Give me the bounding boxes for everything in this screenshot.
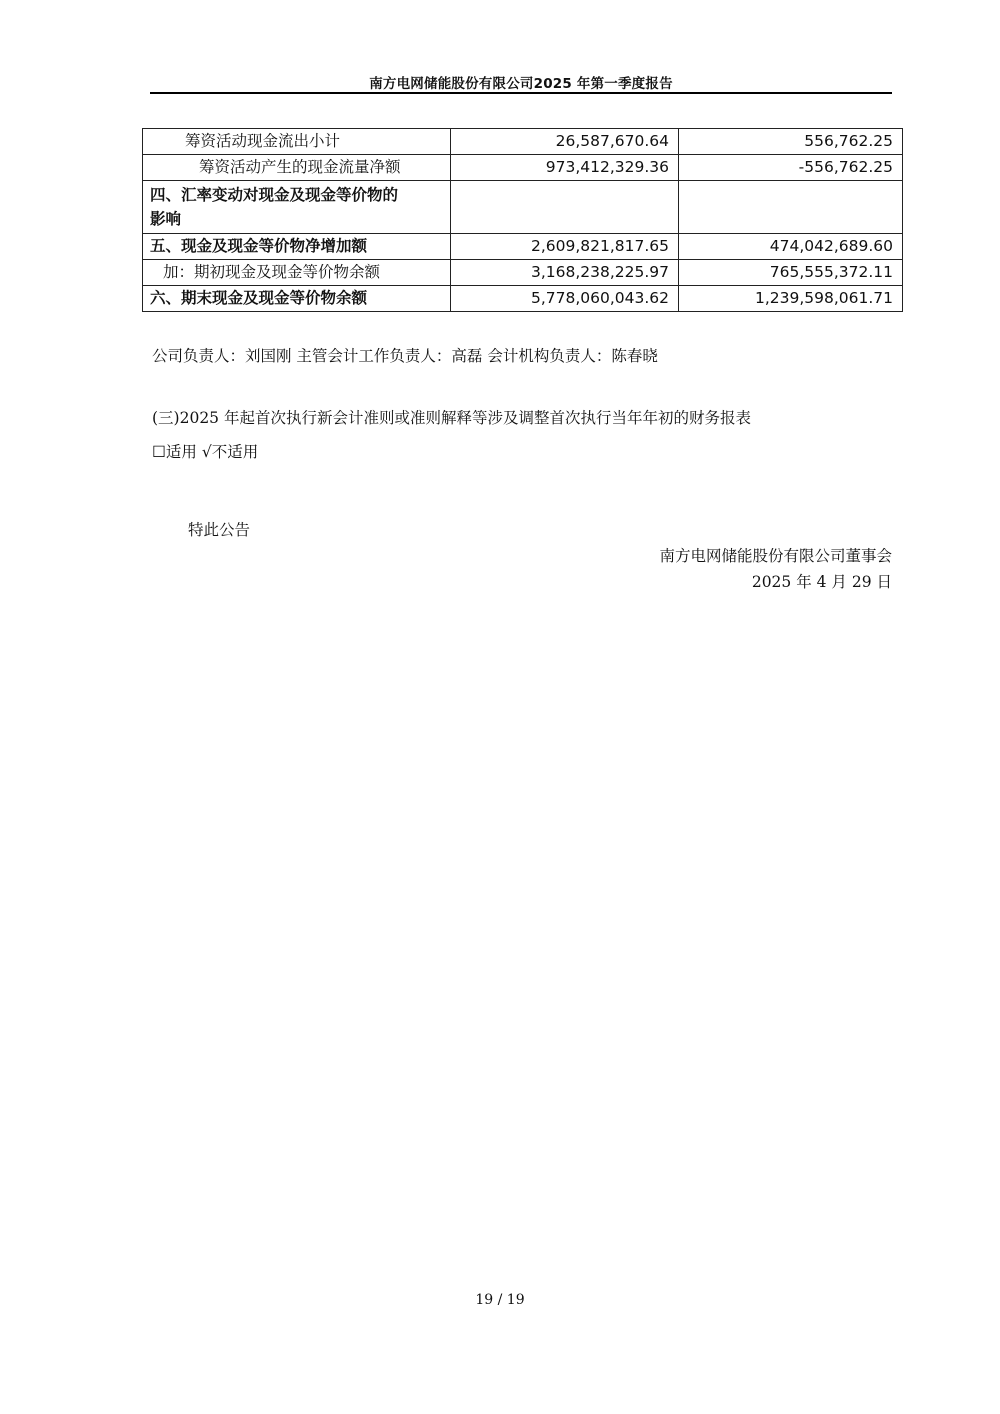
current-period-value: 3,168,238,225.97 bbox=[451, 260, 679, 286]
applicability-options: ☐适用 √不适用 bbox=[152, 443, 259, 461]
prior-period-value: 474,042,689.60 bbox=[679, 234, 903, 260]
table-row bbox=[143, 155, 903, 181]
notice-text: 特此公告 bbox=[188, 521, 251, 539]
prior-period-value: 1,239,598,061.71 bbox=[679, 286, 903, 312]
row-label: 五、现金及现金等价物净增加额 bbox=[143, 234, 451, 260]
signatures-line: 公司负责人：刘国刚 主管会计工作负责人：高磊 会计机构负责人：陈春晓 bbox=[152, 347, 658, 365]
current-period-value: 26,587,670.64 bbox=[451, 129, 679, 155]
row-label: 筹资活动产生的现金流量净额 bbox=[143, 155, 451, 181]
table-row bbox=[143, 181, 903, 234]
current-period-value: 2,609,821,817.65 bbox=[451, 234, 679, 260]
cash-flow-table bbox=[142, 128, 903, 312]
table-row bbox=[143, 286, 903, 312]
section-3-title: (三)2025 年起首次执行新会计准则或准则解释等涉及调整首次执行当年年初的财务报表 bbox=[152, 409, 751, 427]
current-period-value: 973,412,329.36 bbox=[451, 155, 679, 181]
prior-period-value: 556,762.25 bbox=[679, 129, 903, 155]
table-row bbox=[143, 234, 903, 260]
prior-period-value: -556,762.25 bbox=[679, 155, 903, 181]
row-label-line2: 影响 bbox=[150, 210, 182, 228]
table-row bbox=[143, 129, 903, 155]
row-label: 筹资活动现金流出小计 bbox=[143, 129, 451, 155]
row-label bbox=[143, 181, 451, 234]
page-number: 19 / 19 bbox=[475, 1292, 525, 1308]
table-row bbox=[143, 260, 903, 286]
row-label-line1: 四、汇率变动对现金及现金等价物的 bbox=[150, 186, 399, 204]
announcement-date: 2025 年 4 月 29 日 bbox=[751, 573, 892, 591]
company-board-signature: 南方电网储能股份有限公司董事会 bbox=[659, 547, 892, 565]
row-label: 六、期末现金及现金等价物余额 bbox=[143, 286, 451, 312]
current-period-value: 5,778,060,043.62 bbox=[451, 286, 679, 312]
current-period-value bbox=[451, 181, 679, 234]
prior-period-value: 765,555,372.11 bbox=[679, 260, 903, 286]
header-divider bbox=[150, 92, 892, 94]
row-label: 加：期初现金及现金等价物余额 bbox=[143, 260, 451, 286]
prior-period-value bbox=[679, 181, 903, 234]
page-header-title: 南方电网储能股份有限公司2025 年第一季度报告 bbox=[369, 76, 673, 92]
